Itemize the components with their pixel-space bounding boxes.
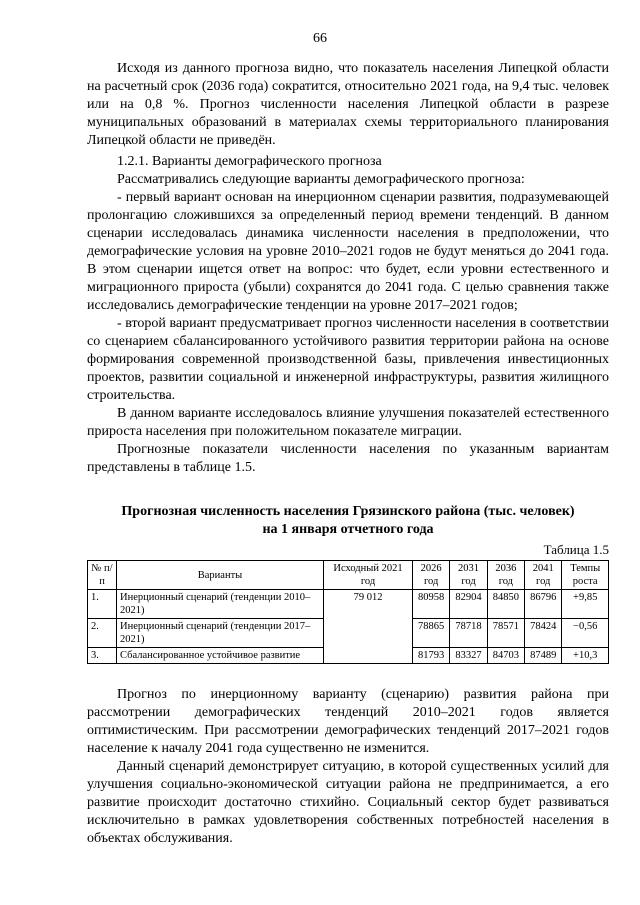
- value-2036: 78571: [487, 619, 524, 648]
- header-2026: 2026 год: [413, 561, 450, 590]
- value-2041: 86796: [525, 590, 562, 619]
- page-number: 66: [313, 31, 327, 46]
- intro-paragraph: Исходя из данного прогноза видно, что показатель населения Липецкой области на расчетный срок (2036 года) сократится, относительно 2021 года, на 9,4 тыс. человек или на 0,8 %. Прогноз численности населения Липецкой области в разрезе муниципальных образований в материалах схемы территориального планирования Липецкой области не приведён.: [87, 61, 609, 148]
- header-2036: 2036 год: [487, 561, 524, 590]
- table-title-line-1: Прогнозная численность населения Грязинского района (тыс. человек): [121, 504, 575, 519]
- row-num: 3.: [88, 648, 117, 664]
- forecast-table: [87, 560, 609, 664]
- value-2036: 84703: [487, 648, 524, 664]
- header-2041: 2041 год: [525, 561, 562, 590]
- value-2036: 84850: [487, 590, 524, 619]
- row-variant: Инерционный сценарий (тенденции 2010–2021): [117, 590, 324, 619]
- header-base-2021: Исходный 2021 год: [324, 561, 413, 590]
- document-body: [87, 60, 609, 848]
- row-variant: Сбалансированное устойчивое развитие: [117, 648, 324, 664]
- header-num: № п/п: [88, 561, 117, 590]
- row-num: 2.: [88, 619, 117, 648]
- row-num: 1.: [88, 590, 117, 619]
- forecast-note: Прогнозные показатели численности населения по указанным вариантам представлены в таблице 1.5.: [87, 442, 609, 475]
- value-2031: 78718: [450, 619, 487, 648]
- header-rate: Темпы роста: [562, 561, 609, 590]
- variant-1-paragraph: - первый вариант основан на инерционном сценарии развития, подразумевающей пролонгацию сложившихся за определенный период времени тенденций. В данном сценарии исследовалась динамика численности населения в предположении, что демографические условия на уровне 2010–2021 годов не будут меняться до 2041 года. В этом сценарии ищется ответ на вопрос: что будет, если уровни естественного и миграционного прироста (убыли) сохранятся до 2041 года. С целью сравнения также исследовались демографические тенденции на уровне 2017–2021 годов;: [87, 190, 609, 313]
- value-2031: 82904: [450, 590, 487, 619]
- value-2041: 78424: [525, 619, 562, 648]
- table-header-row: [88, 561, 609, 590]
- section-heading: 1.2.1. Варианты демографического прогноза: [117, 154, 382, 169]
- variant-2-note: В данном варианте исследовалось влияние улучшения показателей естественного прироста населения при положительном показателе миграции.: [87, 406, 609, 439]
- after-table-paragraph-2: Данный сценарий демонстрирует ситуацию, в которой существенных усилий для улучшения социально-экономической ситуации района не предпринимается, а его развитие происходит достаточно стихийно. Социальный сектор будет развиваться исключительно в рамках удовлетворения собственных потребностей населения в объектах обслуживания.: [87, 759, 609, 846]
- header-variant: Варианты: [117, 561, 324, 590]
- variant-2-paragraph: - второй вариант предусматривает прогноз численности населения в соответствии со сценарием сбалансированного устойчивого развития территории района на основе формирования современной производственной базы, привлечения инвестиционных проектов, развитии социальной и инженерной инфраструктуры, развития жилищного строительства.: [87, 316, 609, 403]
- value-2026: 78865: [413, 619, 450, 648]
- table-row: [88, 590, 609, 619]
- header-2031: 2031 год: [450, 561, 487, 590]
- after-table-paragraph-1: Прогноз по инерционному варианту (сценарию) развития района при рассмотрении демографических тенденций 2010–2021 годов является оптимистическим. При рассмотрении демографических тенденций 2017–2021 годов население к началу 2041 года существенно не изменится.: [87, 687, 609, 756]
- row-variant: Инерционный сценарий (тенденции 2017–2021): [117, 619, 324, 648]
- considered-paragraph: Рассматривались следующие варианты демографического прогноза:: [117, 172, 525, 187]
- value-rate: +10,3: [562, 648, 609, 664]
- value-rate: +9,85: [562, 590, 609, 619]
- table-title-line-2: на 1 января отчетного года: [262, 522, 434, 537]
- table-title: [87, 503, 609, 539]
- base-value-cell: 79 012: [324, 590, 413, 664]
- table-label: Таблица 1.5: [543, 542, 609, 557]
- value-2031: 83327: [450, 648, 487, 664]
- value-2026: 80958: [413, 590, 450, 619]
- value-rate: −0,56: [562, 619, 609, 648]
- value-2026: 81793: [413, 648, 450, 664]
- value-2041: 87489: [525, 648, 562, 664]
